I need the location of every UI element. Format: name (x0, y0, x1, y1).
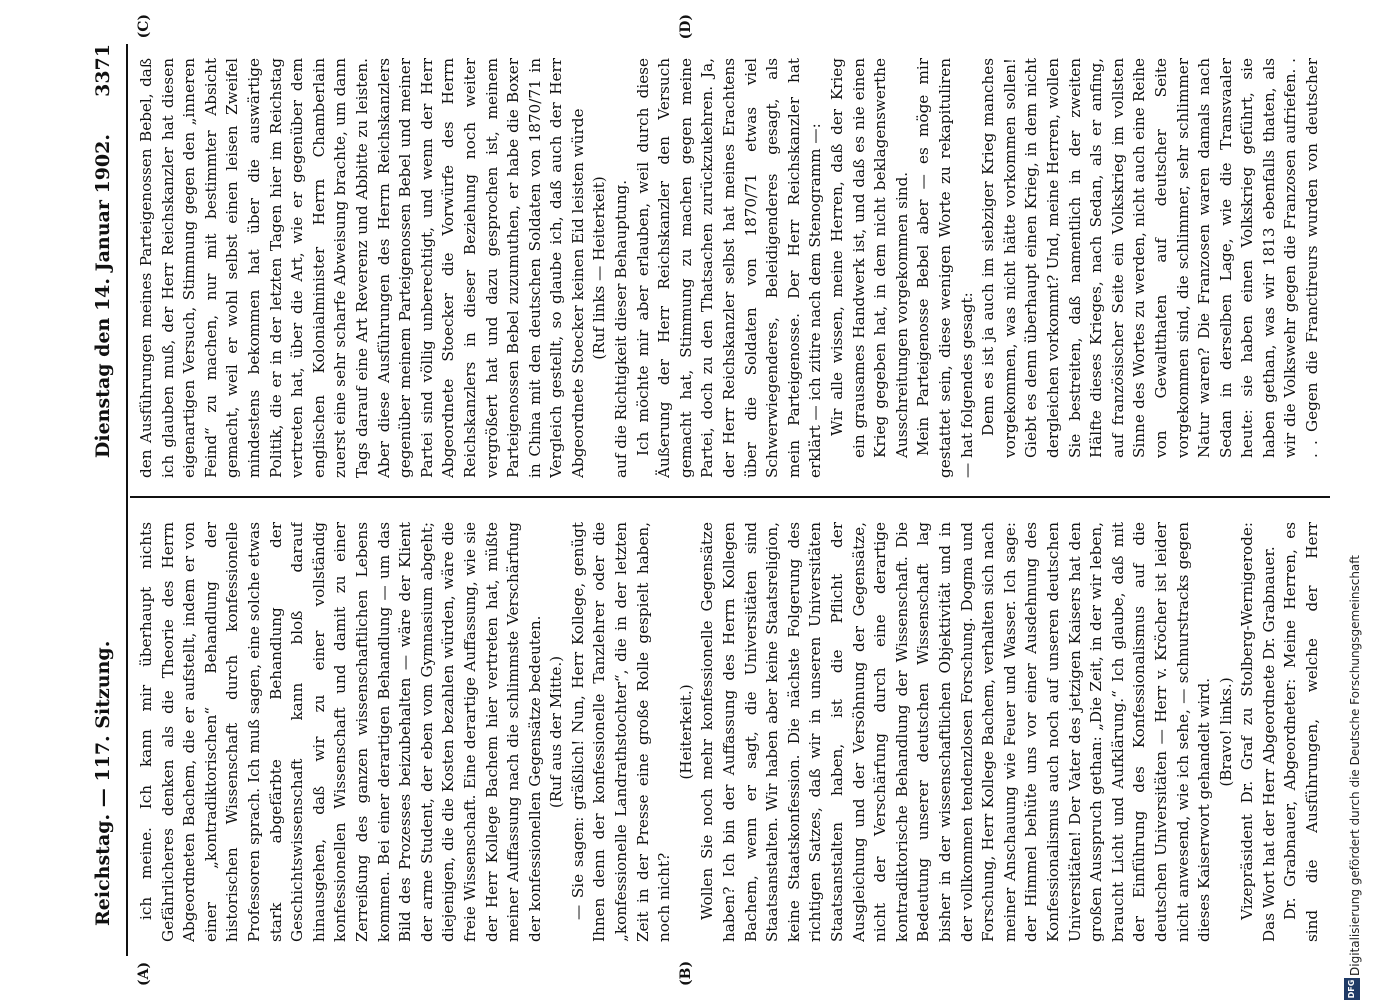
paragraph: ich meine. Ich kann mir überhaupt nichts Gefährlicheres denken als die Theorie des Herrn Abgeordneten Bachem, die er aufstellt, indem er von einer „kontradiktorischen“ Behandlung der historischen Wissenschaft durch konfessionelle Professoren sprach. Ich muß sagen, eine solche etwas stark abgefärbte Behandlung der Geschichtswissenschaft kann bloß darauf hinausgehen, daß wir zu einer vollständig konfessionellen Wissenschaft und damit zu einer Zerreißung des ganzen wissenschaftlichen Lebens kommen. Bei einer derartigen Behandlung — um das Bild des Prozesses beizubehalten — wäre der Klient der arme Student, der eben vom Gymnasium abgeht; diejenigen, die die Kosten bezahlen würden, wäre die freie Wissenschaft. Eine derartige Auffassung, wie sie der Herr Kollege Bachem hier vertreten hat, müßte meiner Auffassung nach die schlimmste Verschärfung der konfessionellen Gegensätze bedeuten. (137, 522, 544, 942)
paragraph: — Sie sagen: gräßlich! Nun, Herr Kollege, genügt Ihnen denn der konfessionelle Tanzlehrer oder die „konfessionelle Landrathstochter“, die in der letzten Zeit in der Presse eine große Rolle gespielt haben, noch nicht? (568, 522, 674, 942)
right-column (136, 58, 1326, 478)
paragraph: auf die Richtigkeit dieser Behauptung. (612, 179, 631, 478)
paragraph: Dr. Grabnauer, Abgeordneter: Meine Herren, es sind die Ausführungen, welche der Herr (1281, 522, 1322, 942)
page-number: 3371 (92, 44, 114, 97)
quotation: Wir alle wissen, meine Herren, daß der Krieg ein grausames Handwerk ist, und daß es nie einen Krieg gegeben hat, in dem nicht beklagenswerthe Ausschreitungen vorgekommen sind. (828, 58, 911, 458)
paragraph: den Ausführungen meines Parteigenossen Bebel, daß ich glauben muß, der Herr Reichskanzler hat diesen eigenartigen Versuch, Stimmung gegen den „inneren Feind“ zu machen, nur mit bestimmter Absicht gemacht, weil er wohl selbst einen leisen Zweifel mindestens bekommen hat über die auswärtige Politik, die er in der letzten Tagen hier im Reichstag vertreten hat, über die Art, wie er gegenüber dem englischen Kolonialminister Herrn Chamberlain zuerst eine sehr scharfe Abweisung brachte, um dann Tags darauf eine Art Reverenz und Abbitte zu leisten. Aber diese Ausführungen des Herrn Reichskanzlers gegenüber meinem Parteigenossen Bebel und meiner Partei sind völlig unberechtigt, und wenn der Herr Abgeordnete Stoecker die Vorwürfe des Herrn Reichskanzlers in dieser Beziehung noch weiter vergrößert hat und dazu gesprochen ist, meinem Parteigenossen Bebel zuzumuthen, er habe die Boxer in China mit den deutschen Soldaten von 1870/71 in Vergleich gestellt, so glaube ich, daß auch der Herr Abgeordnete Stoecker keinen Eid leisten würde (137, 58, 587, 478)
paragraph: Vizepräsident Dr. Graf zu Stolberg-Wernigerode: Das Wort hat der Herr Abgeordnete Dr. Grabnauer. (1238, 522, 1278, 942)
paragraph: Mein Parteigenosse Bebel aber — es möge mir gestattet sein, diese wenigen Worte zu rekapituliren — hat folgendes gesagt: (914, 58, 976, 478)
dfg-logo: DFG (1344, 978, 1360, 1000)
header-rule (126, 44, 128, 956)
interjection: (Heiterkeit.) (676, 684, 695, 780)
funding-footer (1340, 0, 1380, 1000)
interjection: (Bravo! links.) (1216, 677, 1235, 787)
scanned-page (78, 14, 1338, 986)
interjection: (Ruf aus der Mitte.) (547, 655, 566, 809)
margin-mark-d: (D) (678, 14, 694, 40)
header-date: Dienstag den 14. Januar 1902. (92, 134, 114, 459)
paragraph: Wollen Sie noch mehr konfessionelle Gegensätze haben? Ich bin der Auffassung des Herrn Kollegen Bachem, wenn er sagt, die Universitäten sind Staatsanstalten. Wir haben aber keine Staatsreligion, keine Staatskonfession. Die nächste Folgerung des richtigen Satzes, daß wir in unseren Universitäten Staatsanstalten haben, ist die Pflicht der Ausgleichung und der Versöhnung der Gegensätze, nicht der Verschärfung durch eine derartige kontradiktorische Behandlung der Wissenschaft. Die Bedeutung unserer deutschen Wissenschaft lag bisher in der wissenschaftlichen Objektivität und in der vollkommen tendenzlosen Forschung. Dogma und Forschung, Herr Kollege Bachem, verhalten sich nach meiner Anschauung wie Feuer und Wasser. Ich sage: der Himmel behüte uns vor einer Ausdehnung des Konfessionalismus auch noch auf unseren deutschen Universitäten! Der Vater des jetzigen Kaisers hat den großen Ausspruch gethan: „Die Zeit, in der wir leben, braucht Licht und Aufklärung.“ Ich glaube, daß mit der Einführung des Konfessionalismus auf die deutschen Universitäten — Herr v. Kröcher ist leider nicht anwesend, wie ich sehe, — schnurstracks gegen dieses Kaiserwort gehandelt wird. (698, 522, 1214, 942)
funding-note: Digitalisierung gefördert durch die Deutsche Forschungsgemeinschaft (1348, 554, 1362, 976)
page-header (78, 44, 126, 956)
margin-mark-c: (C) (136, 14, 152, 39)
header-left: Reichstag. — 117. Sitzung. (92, 640, 114, 926)
margin-mark-b: (B) (678, 960, 694, 986)
interjection: (Ruf links — Heiterkeit) (590, 176, 609, 360)
left-column (136, 522, 1326, 942)
quotation: Denn es ist ja auch im siebziger Krieg manches vorgekommen, was nicht hätte vorkommen sollen! Giebt es denn überhaupt einen Krieg, in dem nicht dergleichen vorkommt? Und, meine Herren, wollen Sie bestreiten, daß namentlich in der zweiten Hälfte dieses Krieges, nach Sedan, als er anfing, auf französischer Seite ein Volkskrieg im vollsten Sinne des Wortes zu werden, nicht auch eine Reihe von Gewaltthaten auf deutscher Seite vorgekommen sind, die schlimmer, sehr schlimmer Natur waren? Die Franzosen waren damals nach Sedan in derselben Lage, wie die Transvaaler heute: sie haben einen Volkskrieg geführt, sie haben gethan, was wir 1813 ebenfalls thaten, als wir die Volkswehr gegen die Franzosen aufriefen. . . . Gegen die Franctireurs wurden von deutscher (979, 58, 1322, 458)
column-divider (130, 496, 1330, 498)
paragraph: Ich möchte mir aber erlauben, weil durch diese Äußerung der Herr Reichskanzler den Versuch gemacht hat, Stimmung zu machen gegen meine Partei, doch zu den Thatsachen zurückzukehren. Ja, der Herr Reichskanzler selbst hat meines Erachtens über die Soldaten von 1870/71 etwas viel Schwerwiegenderes, Beleidigenderes gesagt, als mein Parteigenosse. Der Herr Reichskanzler hat erklärt — ich zitire nach dem Stenogramm —: (633, 58, 825, 478)
margin-mark-a: (A) (136, 961, 152, 986)
